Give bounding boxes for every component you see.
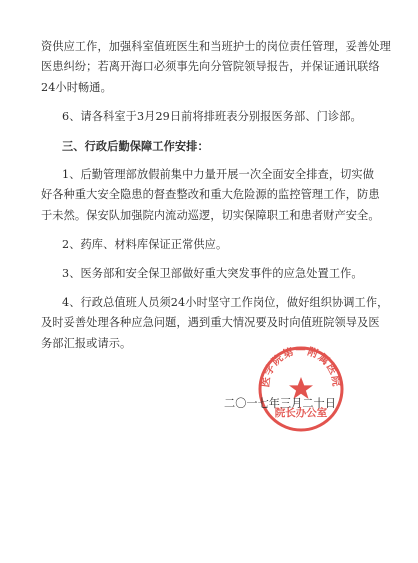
text-line: 于未然。保安队加强院内流动巡逻，切实保障职工和患者财产安全。 (41, 209, 380, 222)
text-line: 务部汇报或请示。 (41, 337, 132, 350)
text-line: 资供应工作，加强科室值班医生和当班护士的岗位责任管理，妥善处理 (41, 40, 391, 53)
seal-ring-text: 医学院第一附属医院 (259, 345, 343, 389)
text-line: 4、行政总值班人员须24小时坚守工作岗位，做好组织协调工作， (62, 296, 389, 309)
text-line: 24小时畅通。 (41, 81, 112, 94)
seal-center-text: 院长办公室 (274, 407, 328, 419)
text-line: 3、医务部和安全保卫部做好重大突发事件的应急处置工作。 (62, 267, 363, 280)
text-line: 2、药库、材料库保证正常供应。 (62, 238, 228, 251)
section-heading: 三、行政后勤保障工作安排： (62, 139, 209, 153)
text-line: 6、请各科室于3月29日前将排班表分别报医务部、门诊部。 (62, 110, 362, 123)
text-line: 1、后勤管理部放假前集中力量开展一次全面安全排查，切实做 (62, 168, 374, 181)
official-seal (256, 344, 346, 434)
text-line: 及时妥善处理各种应急问题，遇到重大情况要及时向值班院领导及医 (41, 316, 380, 329)
text-line: 好各种重大安全隐患的督查整改和重大危险源的监控管理工作，防患 (41, 188, 380, 201)
text-line: 医患纠纷；若离开海口必须事先向分管院领导报告，并保证通讯联络 (41, 60, 380, 73)
document-date: 二〇一七年三月二十日 (224, 397, 336, 410)
star-icon (289, 377, 313, 399)
